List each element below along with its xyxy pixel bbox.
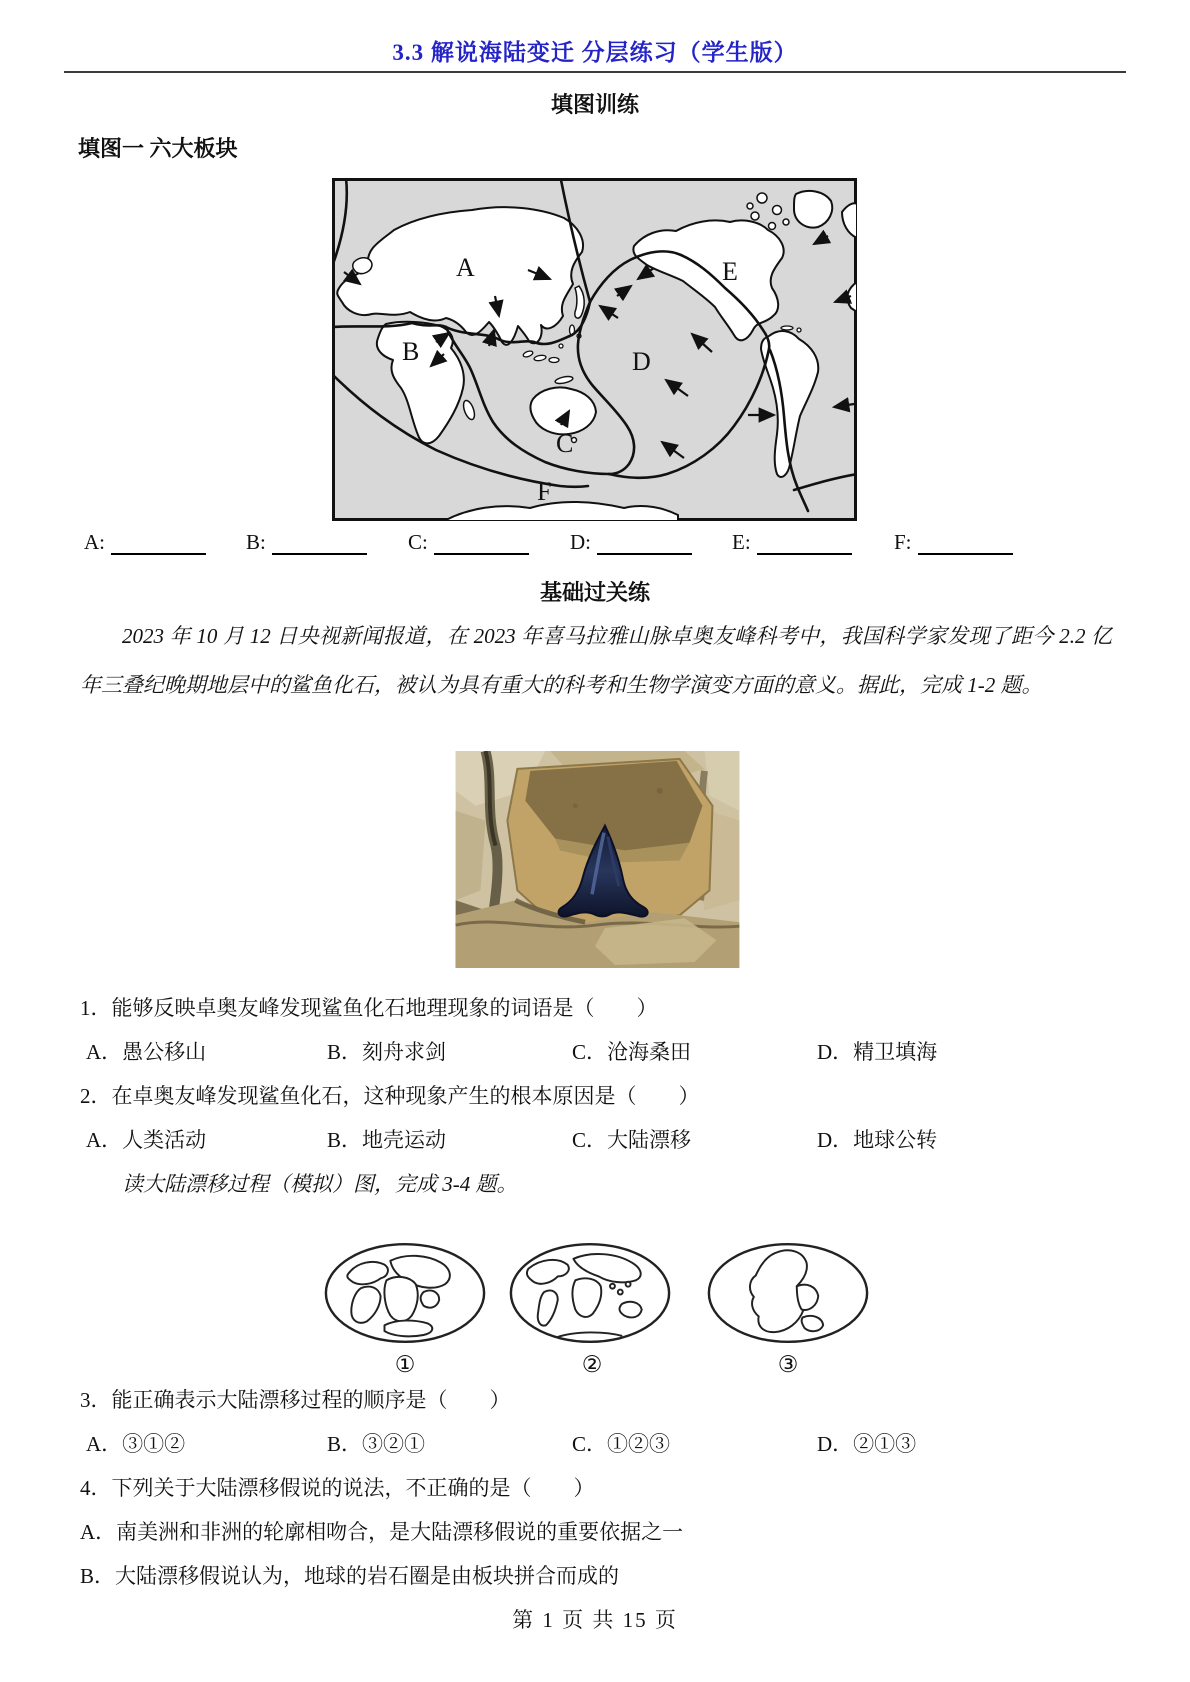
- drift-figure-caption: 读大陆漂移过程（模拟）图，完成 3-4 题。: [122, 1172, 518, 1196]
- blank-a-line: [111, 531, 206, 555]
- question-1: 1．能够反映卓奥友峰发现鲨鱼化石地理现象的词语是（ ）: [80, 996, 658, 1020]
- drift-globe-3: [705, 1240, 871, 1346]
- blank-d: [570, 530, 732, 555]
- blank-e: [732, 530, 894, 555]
- q2-option-b: B．地壳运动: [327, 1128, 447, 1152]
- question-3: 3．能正确表示大陆漂移过程的顺序是（ ）: [80, 1388, 511, 1412]
- q3-option-d: D．②①③: [817, 1432, 917, 1456]
- page-title: 3.3 解说海陆变迁 分层练习（学生版）: [392, 40, 798, 65]
- q2-option-c: C．大陆漂移: [572, 1128, 692, 1152]
- q3-option-c: C．①②③: [572, 1432, 671, 1456]
- blank-c: [408, 530, 570, 555]
- globe-label-2: ②: [581, 1352, 603, 1377]
- plate-label-b: B: [402, 337, 420, 366]
- drift-globe-2: [507, 1240, 673, 1346]
- six-plates-map-figure: [332, 178, 857, 521]
- blank-b-line: [272, 531, 367, 555]
- fossil-photo-graphic: [455, 751, 740, 968]
- plate-label-f: F: [537, 477, 552, 506]
- intro-paragraph: 2023 年 10 月 12 日央视新闻报道，在 2023 年喜马拉雅山脉卓奥友峰科考中，我国科学家发现了距今 2.2 亿年三叠纪晚期地层中的鲨鱼化石，被认为具有重大的科考和生物学演变方面的意义。据此，完成 1-2 题。: [80, 624, 1112, 697]
- blank-d-label: D:: [570, 530, 591, 554]
- blank-a: [84, 530, 246, 555]
- continental-drift-globes: [322, 1240, 871, 1346]
- blank-c-line: [434, 531, 529, 555]
- q4-option-a: A．南美洲和非洲的轮廓相吻合，是大陆漂移假说的重要依据之一: [80, 1520, 684, 1544]
- plate-label-c: C: [556, 429, 574, 458]
- plate-label-d: D: [632, 347, 651, 376]
- globe-label-1: ①: [394, 1352, 416, 1377]
- shark-tooth-fossil-photo: [455, 751, 740, 968]
- blank-f-label: F:: [894, 530, 912, 554]
- blank-e-label: E:: [732, 530, 751, 554]
- question-2-options: [86, 1124, 1136, 1154]
- subsection-heading-fill-one: 填图一 六大板块: [78, 136, 238, 161]
- page-number-footer: 第 1 页 共 15 页: [512, 1608, 678, 1632]
- blank-d-line: [597, 531, 692, 555]
- question-1-options: [86, 1036, 1136, 1066]
- blank-b: [246, 530, 408, 555]
- q2-option-d: D．地球公转: [817, 1128, 938, 1152]
- q3-option-b: B．③②①: [327, 1432, 426, 1456]
- section-heading-basic-pass: 基础过关练: [539, 580, 650, 605]
- question-3-options: [86, 1428, 1136, 1458]
- question-2: 2．在卓奥友峰发现鲨鱼化石，这种现象产生的根本原因是（ ）: [80, 1084, 700, 1108]
- q1-option-b: B．刻舟求剑: [327, 1040, 447, 1064]
- q1-option-d: D．精卫填海: [817, 1040, 938, 1064]
- title-divider: [64, 71, 1126, 73]
- blank-a-label: A:: [84, 530, 105, 554]
- q2-option-a: A．人类活动: [86, 1128, 207, 1152]
- blank-b-label: B:: [246, 530, 266, 554]
- section-heading-fill-training: 填图训练: [550, 92, 639, 117]
- globe-label-3: ③: [777, 1352, 799, 1377]
- blank-f-line: [918, 531, 1013, 555]
- q4-option-b: B．大陆漂移假说认为，地球的岩石圈是由板块拼合而成的: [80, 1564, 620, 1588]
- q1-option-a: A．愚公移山: [86, 1040, 207, 1064]
- blank-f: [894, 530, 1013, 555]
- plate-answer-blanks: [84, 530, 1124, 555]
- plate-label-e: E: [722, 257, 738, 286]
- question-4: 4．下列关于大陆漂移假说的说法，不正确的是（ ）: [80, 1476, 595, 1500]
- blank-e-line: [757, 531, 852, 555]
- plate-label-a: A: [456, 253, 475, 282]
- blank-c-label: C:: [408, 530, 428, 554]
- drift-globe-1: [322, 1240, 488, 1346]
- six-plates-map: [332, 178, 857, 521]
- q1-option-c: C．沧海桑田: [572, 1040, 692, 1064]
- q3-option-a: A．③①②: [86, 1432, 186, 1456]
